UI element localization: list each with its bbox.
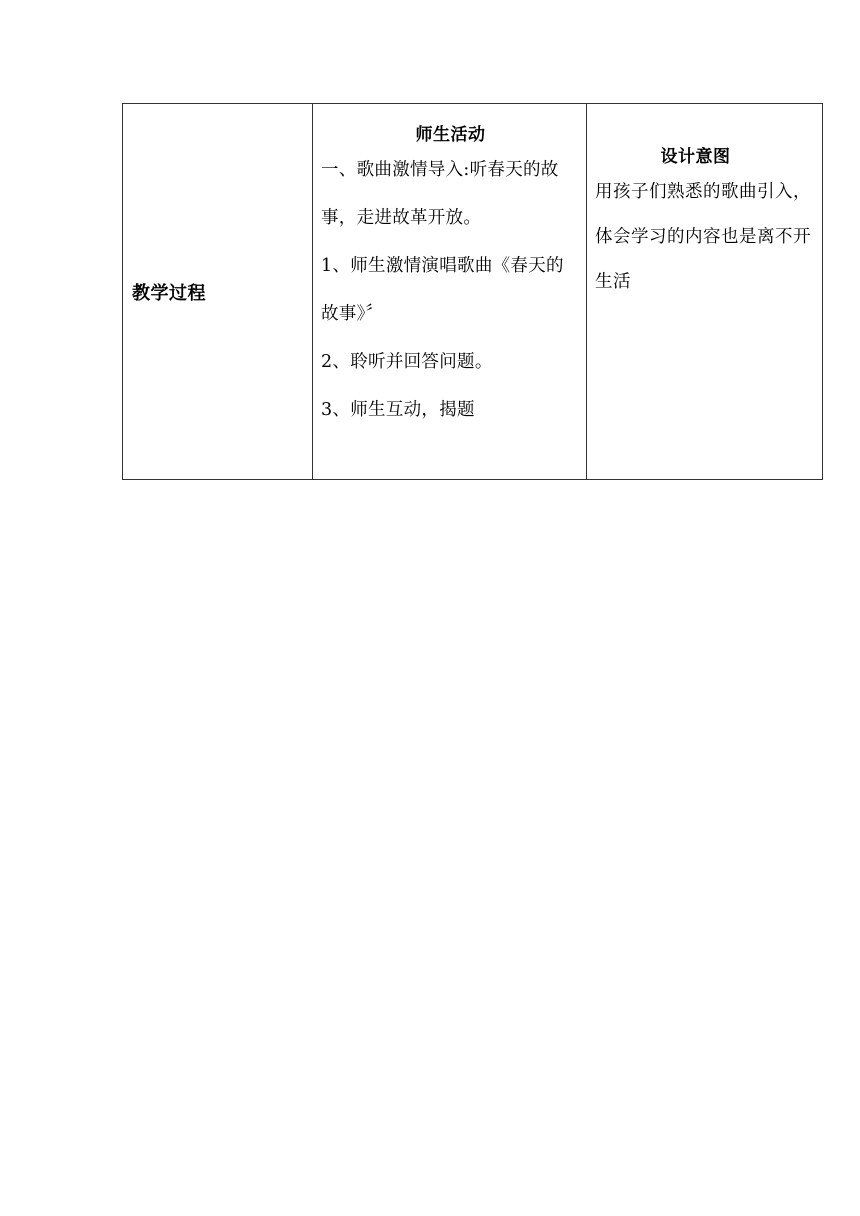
intent-heading: 设计意图 <box>660 147 731 167</box>
row-label-cell <box>123 104 313 480</box>
activity-intro: 一、歌曲激情导入:听春天的故事，走进故革开放。 <box>321 160 559 228</box>
lesson-plan-table <box>122 103 823 480</box>
table-row <box>123 104 823 480</box>
activity-step-1: 1、师生激情演唱歌曲《春天的故事》〞 <box>321 256 564 324</box>
activity-heading: 师生活动 <box>415 125 486 145</box>
intent-cell <box>587 104 823 480</box>
activity-step-2: 2、聆听并回答问题。 <box>321 352 493 372</box>
row-label: 教学过程 <box>132 282 206 304</box>
intent-text: 用孩子们熟悉的歌曲引入，体会学习的内容也是离不开生活 <box>595 182 811 292</box>
activity-step-3: 3、师生互动，揭题 <box>321 400 475 420</box>
activity-cell <box>313 104 587 480</box>
